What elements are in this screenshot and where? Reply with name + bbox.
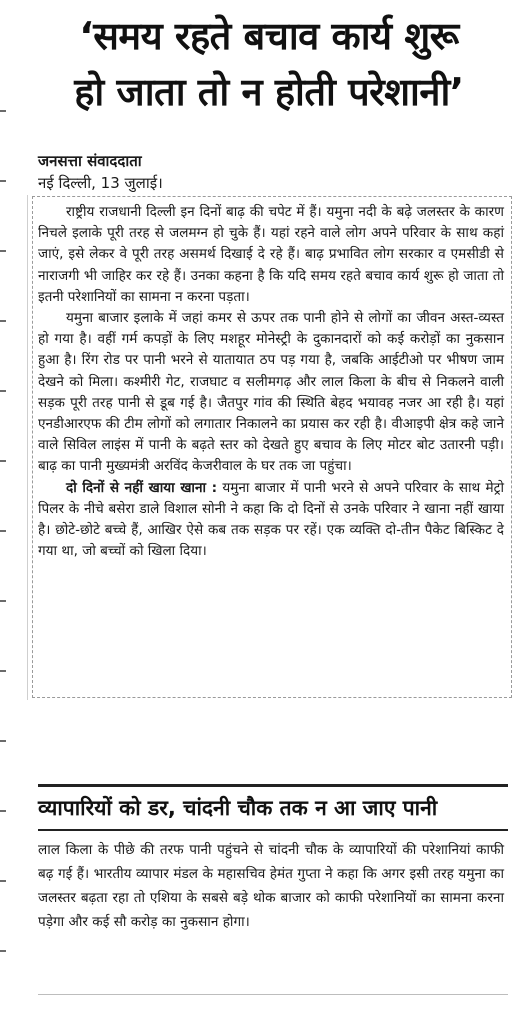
second-article-body <box>38 838 504 934</box>
bottom-rule <box>38 994 508 995</box>
paragraph-lead-in: दो दिनों से नहीं खाया खाना : <box>66 479 218 496</box>
headline-line-1: ‘समय रहते बचाव कार्य शुरू <box>79 14 459 58</box>
headline-line-2: हो जाता तो न होती परेशानी’ <box>74 70 464 114</box>
article-paragraph-1: राष्ट्रीय राजधानी दिल्ली इन दिनों बाढ़ की चपेट में हैं। यमुना नदी के बढ़े जलस्तर के कारण निचले इलाके पूरी तरह से जलमग्न हो चुके हैं। यहां रहने वाले लोग अपने परिवार के साथ कहां जाएं, इसे लेकर वे पूरी तरह असमर्थ दिखाई दे रहे हैं। बाढ़ प्रभावित लोग सरकार व एमसीडी से नाराजगी भी जाहिर कर रहे हैं। उनका कहना है कि यदि समय रहते बचाव कार्य शुरू हो जाता तो इतनी परेशानियों का सामना न करना पड़ता। <box>38 204 504 305</box>
article-body <box>38 202 504 562</box>
subhead-block <box>38 784 508 831</box>
headline <box>30 8 508 120</box>
left-edge-ticks <box>0 110 10 990</box>
subhead: व्यापारियों को डर, चांदनी चौक तक न आ जाए पानी <box>38 796 438 820</box>
paragraph-3-text: यमुना बाजार में पानी भरने से अपने परिवार के साथ मेट्रो पिलर के नीचे बसेरा डाले विशाल सोनी ने कहा कि दो दिनों से उनके परिवार ने खाना नहीं खाया है। छोटे-छोटे बच्चे हैं, आखिर ऐसे कब तक सड़क पर रहें। एक व्यक्ति दो-तीन पैकेट बिस्किट दे गया था, जो बच्चों को खिला दिया। <box>38 479 504 560</box>
dateline: नई दिल्ली, 13 जुलाई। <box>38 174 163 192</box>
subhead-top-rule <box>38 784 508 787</box>
article-paragraph-2: यमुना बाजार इलाके में जहां कमर से ऊपर तक पानी होने से लोगों का जीवन अस्त-व्यस्त हो गया है। वहीं गर्म कपड़ों के लिए मशहूर मोनेस्ट्री के दुकानदारों को कई करोड़ों का नुकसान हुआ है। रिंग रोड पर पानी भरने से यातायात ठप पड़ गया है, जबकि आईटीओ पर भीषण जाम देखने को मिला। कश्मीरी गेट, राजघाट व सलीमगढ़ और लाल किला के बीच से निकलने वाली सड़क पूरी तरह पानी से डूब गई है। जैतपुर गांव की स्थिति बेहद भयावह नजर आ रही है। यहां एनडीआरएफ की टीम लोगों को लगातार निकालने का प्रयास कर रही है। वीआइपी क्षेत्र कहे जाने वाले सिविल लाइंस में पानी के बढ़ते स्तर को देखते हुए बचाव के लिए मोटर बोट उतारनी पड़ी। बाढ़ का पानी मुख्यमंत्री अरविंद केजरीवाल के घर तक जा पहुंचा। <box>38 310 504 475</box>
subhead-bottom-rule <box>38 829 508 831</box>
reporter-credit: जनसत्ता संवाददाता <box>38 152 142 170</box>
second-article-paragraph-1: लाल किला के पीछे की तरफ पानी पहुंचने से चांदनी चौक के व्यापारियों की परेशानियां काफी बढ़ गई हैं। भारतीय व्यापार मंडल के महासचिव हेमंत गुप्ता ने कहा कि अगर इसी तरह यमुना का जलस्तर बढ़ता रहा तो एशिया के सबसे बड़े थोक बाजार को काफी परेशानियों का सामना करना पड़ेगा और कई सौ करोड़ का नुकसान होगा। <box>38 842 504 930</box>
column-rule <box>27 195 28 700</box>
byline <box>38 150 163 194</box>
article-paragraph-3 <box>38 478 504 563</box>
